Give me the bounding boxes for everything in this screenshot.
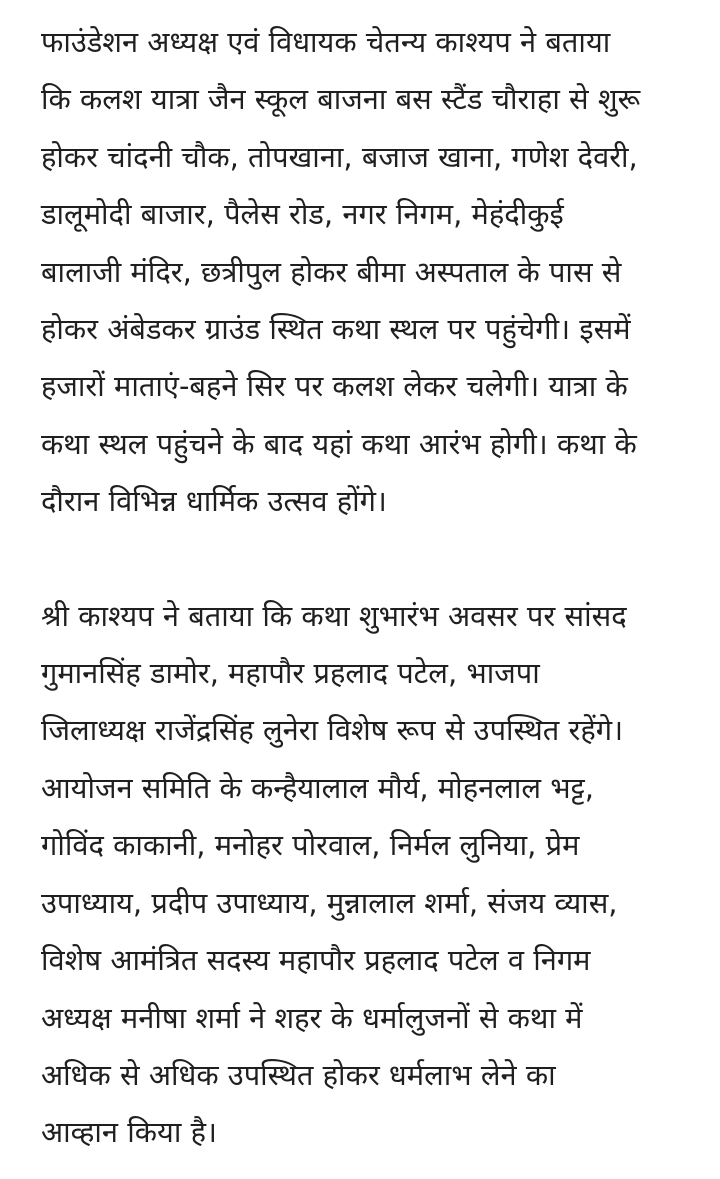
text-line: विशेष आमंत्रित सदस्य महापौर प्रहलाद पटेल व निगम [41,943,591,978]
text-line: बालाजी मंदिर, छत्रीपुल होकर बीमा अस्पताल के पास से [41,254,622,289]
text-line: गुमानसिंह डामोर, महापौर प्रहलाद पटेल, भाजपा [41,656,540,691]
text-line: अधिक से अधिक उपस्थित होकर धर्मलाभ लेने का [41,1057,556,1092]
text-line: उपाध्याय, प्रदीप उपाध्याय, मुन्नालाल शर्मा, संजय व्यास, [41,885,618,920]
paragraph-guests [41,588,713,1162]
text-line: होकर चांदनी चौक, तोपखाना, बजाज खाना, गणेश देवरी, [41,139,638,174]
text-line: कथा स्थल पहुंचने के बाद यहां कथा आरंभ होगी। कथा के [41,426,637,461]
text-line: गोविंद काकानी, मनोहर पोरवाल, निर्मल लुनिया, प्रेम [41,828,580,863]
text-line: दौरान विभिन्न धार्मिक उत्सव होंगे। [41,484,387,519]
text-line: डालूमोदी बाजार, पैलेस रोड, नगर निगम, मेहंदीकुई [41,197,564,232]
text-line: आव्हान किया है। [41,1115,217,1150]
text-line: फाउंडेशन अध्यक्ष एवं विधायक चेतन्य काश्यप ने बताया [41,25,611,59]
text-line: आयोजन समिति के कन्हैयालाल मौर्य, मोहनलाल भट्ट, [41,770,595,805]
text-line: श्री काश्यप ने बताया कि कथा शुभारंभ अवसर पर सांसद [41,598,627,633]
text-line: होकर अंबेडकर ग्राउंड स्थित कथा स्थल पर पहुंचेगी। इसमें [41,312,631,347]
text-line: कि कलश यात्रा जैन स्कूल बाजना बस स्टैंड चौराहा से शुरू [41,82,641,117]
paragraph-yatra-route [41,14,713,531]
text-line: अध्यक्ष मनीषा शर्मा ने शहर के धर्मालुजनों से कथा में [41,1000,583,1035]
text-line: जिलाध्यक्ष राजेंद्रसिंह लुनेरा विशेष रूप से उपस्थित रहेंगे। [41,713,624,748]
article-body [41,14,713,1162]
text-line: हजारों माताएं-बहने सिर पर कलश लेकर चलेगी। यात्रा के [41,369,628,404]
